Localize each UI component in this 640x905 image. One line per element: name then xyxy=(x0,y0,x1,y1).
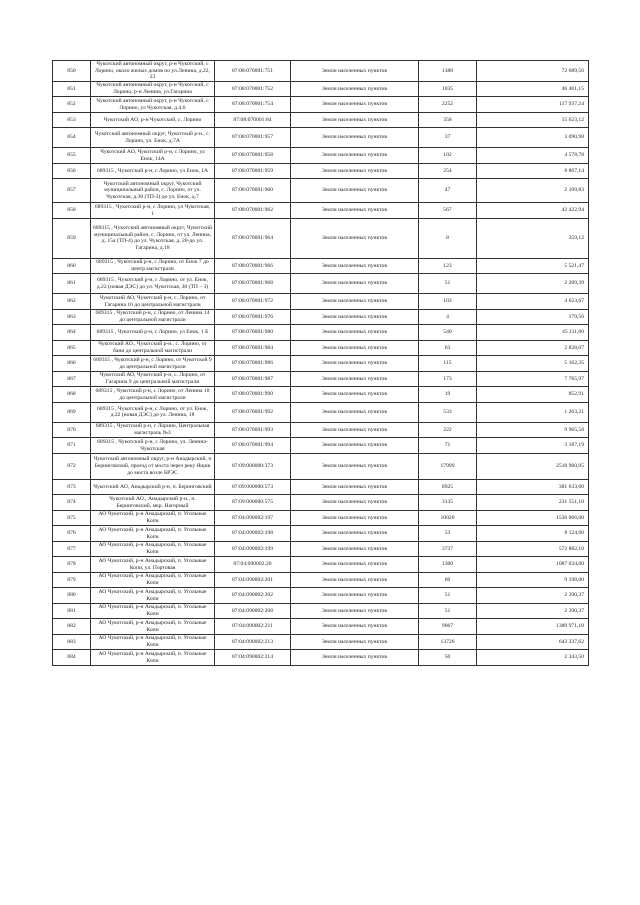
row-number: 881 xyxy=(53,603,91,619)
land-category: Земли населенных пунктов xyxy=(291,274,419,294)
plot-area: 173 xyxy=(419,371,477,387)
cadastral-number: 87:09:000000:373 xyxy=(215,453,291,479)
cadastral-value: 8 124,90 xyxy=(477,526,589,542)
plot-address: АО Чукотский, р-н Анадырский, п. Угольные Копи xyxy=(91,510,215,526)
row-number: 871 xyxy=(53,438,91,454)
plot-address: Чукотский автономный округ, р-н Чукотский, с Лорино, р-н Ленина, ул.Гагарина xyxy=(91,81,215,97)
plot-address: 689315 , Чукотский р-н, с Лорино, Центральная магистраль №3 xyxy=(91,422,215,438)
plot-address: Чукотский автономный округ, р-н Анадырский, п Беринговский, проезд от моста через реку Ящик до моста возле БРЭС xyxy=(91,453,215,479)
plot-area: 567 xyxy=(419,203,477,219)
plot-address: АО Чукотский, р-н Анадырский, п. Угольные Копи, ул. Портовая xyxy=(91,557,215,573)
cadastral-number: 87:08:070001:987 xyxy=(215,371,291,387)
cadastral-number: 87:04:090002:213 xyxy=(215,634,291,650)
cadastral-value: 2518 960,05 xyxy=(477,453,589,479)
plot-area: 1388 xyxy=(419,61,477,82)
cadastral-number: 87:09:000000:573 xyxy=(215,479,291,495)
cadastral-value: 9 198,00 xyxy=(477,572,589,588)
plot-address: Чукотский автономный округ, Чукотский муниципальный район, с. Лорино, от ул. Чукотская, д.30 (ТП-3) до ул. Енок, д.7 xyxy=(91,179,215,203)
plot-area: 115 xyxy=(419,356,477,372)
row-number: 866 xyxy=(53,356,91,372)
table-row xyxy=(53,371,589,387)
plot-address: Чукотский АО, Чукотский р-н, с Лорино, ул Енок, 14А xyxy=(91,148,215,164)
table-row xyxy=(53,453,589,479)
table-row xyxy=(53,203,589,219)
table-row xyxy=(53,258,589,274)
cadastral-number: 87:09:000000:575 xyxy=(215,495,291,511)
row-number: 870 xyxy=(53,422,91,438)
cadastral-value: 3 187,19 xyxy=(477,438,589,454)
cadastral-number: 87:04:090002:208 xyxy=(215,603,291,619)
table-row xyxy=(53,325,589,341)
plot-area: 8925 xyxy=(419,479,477,495)
cadastral-value: 7 765,97 xyxy=(477,371,589,387)
plot-area: 533 xyxy=(419,402,477,422)
cadastral-number: 87:08:070001:980 xyxy=(215,325,291,341)
cadastral-number: 87:08:070001:752 xyxy=(215,81,291,97)
land-category: Земли населенных пунктов xyxy=(291,371,419,387)
row-number: 880 xyxy=(53,588,91,604)
cadastral-number: 87:04:090002:198 xyxy=(215,526,291,542)
table-row xyxy=(53,541,589,557)
plot-area: 123 xyxy=(419,258,477,274)
cadastral-value: 2 289,39 xyxy=(477,274,589,294)
plot-address: Чукотский автономный округ, р-н Чукотский, с Лорино, ул Чукотская, д.4,6 xyxy=(91,97,215,113)
land-category: Земли населенных пунктов xyxy=(291,422,419,438)
plot-area: 9067 xyxy=(419,619,477,635)
plot-area: 47 xyxy=(419,179,477,203)
row-number: 860 xyxy=(53,258,91,274)
cadastral-value: 179,56 xyxy=(477,309,589,325)
row-number: 864 xyxy=(53,325,91,341)
land-category: Земли населенных пунктов xyxy=(291,603,419,619)
cadastral-number: 87:04:090002:214 xyxy=(215,650,291,666)
plot-area: 8 xyxy=(419,218,477,258)
cadastral-value: 8 867,14 xyxy=(477,163,589,179)
land-category: Земли населенных пунктов xyxy=(291,128,419,148)
land-category: Земли населенных пунктов xyxy=(291,340,419,356)
plot-area: 3135 xyxy=(419,495,477,511)
plot-area: 103 xyxy=(419,294,477,310)
land-category: Земли населенных пунктов xyxy=(291,356,419,372)
cadastral-value: 359,12 xyxy=(477,218,589,258)
row-number: 857 xyxy=(53,179,91,203)
row-number: 882 xyxy=(53,619,91,635)
cadastral-value: 72 689,56 xyxy=(477,61,589,82)
row-number: 861 xyxy=(53,274,91,294)
cadastral-number: 87:04:090002:201 xyxy=(215,572,291,588)
row-number: 872 xyxy=(53,453,91,479)
cadastral-number: 87:08:070001:994 xyxy=(215,438,291,454)
cadastral-number: 87:08:070001:976 xyxy=(215,309,291,325)
table-row xyxy=(53,650,589,666)
cadastral-number: 87:04:090002:202 xyxy=(215,588,291,604)
row-number: 874 xyxy=(53,495,91,511)
plot-area: 10020 xyxy=(419,510,477,526)
land-category: Земли населенных пунктов xyxy=(291,510,419,526)
plot-address: Чукотский АО, р-н Чукотский, с. Лорино xyxy=(91,112,215,128)
row-number: 854 xyxy=(53,128,91,148)
table-row xyxy=(53,179,589,203)
plot-address: АО Чукотский, р-н Анадырский, п. Угольные Копи xyxy=(91,588,215,604)
cadastral-value: 4 578,78 xyxy=(477,148,589,164)
cadastral-number: 87:08:070001:958 xyxy=(215,148,291,164)
land-category: Земли населенных пунктов xyxy=(291,97,419,113)
plot-address: 689315 , Чукотский р-н, с Лорино, от Енок 7 до центр магистрали xyxy=(91,258,215,274)
table-row xyxy=(53,218,589,258)
land-category: Земли населенных пунктов xyxy=(291,309,419,325)
plot-address: 689315 , Чукотский р-н, с Лорино, ул Енок, 1 Б xyxy=(91,325,215,341)
cadastral-value: 852,91 xyxy=(477,387,589,403)
cadastral-value: 2 390,37 xyxy=(477,603,589,619)
table-row xyxy=(53,557,589,573)
cadastral-value: 117 937,24 xyxy=(477,97,589,113)
row-number: 878 xyxy=(53,557,91,573)
row-number: 884 xyxy=(53,650,91,666)
row-number: 873 xyxy=(53,479,91,495)
land-category: Земли населенных пунктов xyxy=(291,588,419,604)
plot-address: 689315 , Чукотский р-н, с Лорино, ул Енок, 1А xyxy=(91,163,215,179)
plot-area: 358 xyxy=(419,112,477,128)
plot-address: Чукотский АО., Чукотский р-н., с. Лорино, от бани до центральной магистрали xyxy=(91,340,215,356)
cadastral-value: 5 521,47 xyxy=(477,258,589,274)
cadastral-number: 87:04:090002:199 xyxy=(215,541,291,557)
cadastral-number: 87:08:070001:751 xyxy=(215,61,291,82)
cadastral-value: 5 162,35 xyxy=(477,356,589,372)
plot-area: 1035 xyxy=(419,81,477,97)
cadastral-number: 87:08:070001:84 xyxy=(215,112,291,128)
table-row xyxy=(53,112,589,128)
plot-address: 689315 , Чукотский р-н, с Лорино, от ул. Енок, д.22 (новая ДЭС) до ул. Чукотская, 30 (ТП – 3) xyxy=(91,274,215,294)
land-category: Земли населенных пунктов xyxy=(291,572,419,588)
table-row xyxy=(53,274,589,294)
plot-address: АО Чукотский, р-н Анадырский, п. Угольные Копи xyxy=(91,603,215,619)
table-row xyxy=(53,438,589,454)
plot-area: 17999 xyxy=(419,453,477,479)
row-number: 868 xyxy=(53,387,91,403)
row-number: 869 xyxy=(53,402,91,422)
plot-address: Чукотский автономный округ, Чукотский р-н., с. Лорино, ул. Енок, д.7А xyxy=(91,128,215,148)
plot-address: АО Чукотский, р-н Анадырский, п. Угольные Копи xyxy=(91,572,215,588)
row-number: 855 xyxy=(53,148,91,164)
plot-area: 254 xyxy=(419,163,477,179)
cadastral-number: 87:08:070001:968 xyxy=(215,274,291,294)
row-number: 859 xyxy=(53,218,91,258)
table-row xyxy=(53,402,589,422)
table-row xyxy=(53,479,589,495)
table-row xyxy=(53,634,589,650)
land-category: Земли населенных пунктов xyxy=(291,163,419,179)
plot-address: АО Чукотский, р-н Анадырский, п. Угольные Копи xyxy=(91,526,215,542)
land-category: Земли населенных пунктов xyxy=(291,650,419,666)
cadastral-value: 2 109,83 xyxy=(477,179,589,203)
table-row xyxy=(53,81,589,97)
table-row xyxy=(53,128,589,148)
cadastral-number: 87:08:070001:984 xyxy=(215,340,291,356)
plot-area: 3737 xyxy=(419,541,477,557)
table-row xyxy=(53,340,589,356)
land-category: Земли населенных пунктов xyxy=(291,438,419,454)
row-number: 856 xyxy=(53,163,91,179)
row-number: 852 xyxy=(53,97,91,113)
cadastral-number: 87:08:070001:990 xyxy=(215,387,291,403)
cadastral-value: 1 263,21 xyxy=(477,402,589,422)
cadastral-value: 2 343,50 xyxy=(477,650,589,666)
plot-address: 689315 , Чукотский р-н, с Лорино, ул Чукотская, 1 xyxy=(91,203,215,219)
cadastral-value: 15 623,12 xyxy=(477,112,589,128)
cadastral-number: 87:08:070001:960 xyxy=(215,179,291,203)
row-number: 883 xyxy=(53,634,91,650)
cadastral-value: 2 828,07 xyxy=(477,340,589,356)
cadastral-value: 1389 971,10 xyxy=(477,619,589,635)
cadastral-number: 87:08:070001:993 xyxy=(215,422,291,438)
table-row xyxy=(53,510,589,526)
plot-area: 2252 xyxy=(419,97,477,113)
plot-area: 1300 xyxy=(419,557,477,573)
land-category: Земли населенных пунктов xyxy=(291,453,419,479)
plot-area: 540 xyxy=(419,325,477,341)
land-category: Земли населенных пунктов xyxy=(291,479,419,495)
plot-area: 102 xyxy=(419,148,477,164)
plot-area: 51 xyxy=(419,588,477,604)
land-category: Земли населенных пунктов xyxy=(291,619,419,635)
plot-area: 222 xyxy=(419,422,477,438)
cadastral-number: 87:08:070001:966 xyxy=(215,258,291,274)
land-category: Земли населенных пунктов xyxy=(291,634,419,650)
cadastral-number: 87:08:070001:754 xyxy=(215,97,291,113)
land-category: Земли населенных пунктов xyxy=(291,294,419,310)
cadastral-number: 87:04:090002:20 xyxy=(215,557,291,573)
land-category: Земли населенных пунктов xyxy=(291,218,419,258)
plot-address: АО Чукотский, р-н Анадырский, п. Угольные Копи xyxy=(91,619,215,635)
row-number: 865 xyxy=(53,340,91,356)
table-row xyxy=(53,526,589,542)
cadastral-value: 3 090,98 xyxy=(477,128,589,148)
cadastral-number: 87:08:070001:972 xyxy=(215,294,291,310)
cadastral-value: 572 882,10 xyxy=(477,541,589,557)
land-category: Земли населенных пунктов xyxy=(291,541,419,557)
plot-address: Чукотский АО, Чукотский р-н, с. Лорино, от Гагарина 9 до центральной магистрали xyxy=(91,371,215,387)
plot-address: 689315 , Чукотский автономный округ, Чукотский муниципальный район, с. Лорино, от ул. Ленина, д. 15а (ТП-4) до ул. Чукотская, д. 20-до ул. Гагарина, д.18 xyxy=(91,218,215,258)
row-number: 862 xyxy=(53,294,91,310)
table-row xyxy=(53,572,589,588)
cadastral-value: 45 111,60 xyxy=(477,325,589,341)
cadastral-number: 87:08:070001:986 xyxy=(215,356,291,372)
row-number: 877 xyxy=(53,541,91,557)
plot-address: 689315 , Чукотский р-н, с Лорино, от Ленина 18 до центральной магистрали xyxy=(91,387,215,403)
cadastral-value: 643 337,62 xyxy=(477,634,589,650)
table-row xyxy=(53,603,589,619)
cadastral-value: 42 422,94 xyxy=(477,203,589,219)
table-row xyxy=(53,356,589,372)
row-number: 851 xyxy=(53,81,91,97)
cadastral-number: 87:04:090002:211 xyxy=(215,619,291,635)
plot-area: 51 xyxy=(419,603,477,619)
plot-area: 60 xyxy=(419,572,477,588)
table-row xyxy=(53,588,589,604)
cadastral-number: 87:08:070001:964 xyxy=(215,218,291,258)
table-row xyxy=(53,148,589,164)
table-row xyxy=(53,495,589,511)
plot-address: Чукотский автономный округ, р-н Чукотский, с Лорино, около жилых домов по ул.Ленина, д.22, 23 xyxy=(91,61,215,82)
row-number: 853 xyxy=(53,112,91,128)
plot-area: 53 xyxy=(419,526,477,542)
plot-area: 37 xyxy=(419,128,477,148)
land-category: Земли населенных пунктов xyxy=(291,387,419,403)
cadastral-number: 87:08:070001:962 xyxy=(215,203,291,219)
cadastral-value: 231 551,10 xyxy=(477,495,589,511)
row-number: 850 xyxy=(53,61,91,82)
plot-area: 50 xyxy=(419,650,477,666)
land-category: Земли населенных пунктов xyxy=(291,402,419,422)
plot-area: 13726 xyxy=(419,634,477,650)
plot-address: АО Чукотский, р-н Анадырский, п. Угольные Копи xyxy=(91,634,215,650)
row-number: 879 xyxy=(53,572,91,588)
table-row xyxy=(53,61,589,82)
land-category: Земли населенных пунктов xyxy=(291,258,419,274)
land-category: Земли населенных пунктов xyxy=(291,325,419,341)
table-row xyxy=(53,163,589,179)
cadastral-value: 46 461,15 xyxy=(477,81,589,97)
land-category: Земли населенных пунктов xyxy=(291,148,419,164)
table-body xyxy=(53,61,589,666)
cadastral-value: 2 390,37 xyxy=(477,588,589,604)
plot-area: 19 xyxy=(419,387,477,403)
plot-address: АО Чукотский, р-н Анадырский, п. Угольные Копи xyxy=(91,650,215,666)
document-page xyxy=(52,60,588,666)
land-category: Земли населенных пунктов xyxy=(291,112,419,128)
plot-area: 4 xyxy=(419,309,477,325)
plot-address: Чукотский АО., Анадырский р-н., п. Беринговский, мкр. Нагорный xyxy=(91,495,215,511)
row-number: 876 xyxy=(53,526,91,542)
plot-address: 689315 , Чукотский р-н, с Лорино, от ул. Енок, д.22 (новая ДЭС) до ул. Ленина, 18 xyxy=(91,402,215,422)
land-category: Земли населенных пунктов xyxy=(291,203,419,219)
plot-address: АО Чукотский, р-н Анадырский, п. Угольные Копи xyxy=(91,541,215,557)
cadastral-number: 87:08:070001:959 xyxy=(215,163,291,179)
plot-area: 63 xyxy=(419,340,477,356)
plot-address: 689315 , Чукотский р-н, с Лорино, ул. Ленина-Чукотская xyxy=(91,438,215,454)
cadastral-value: 9 965,58 xyxy=(477,422,589,438)
table-row xyxy=(53,387,589,403)
plot-area: 71 xyxy=(419,438,477,454)
plot-address: 689315 , Чукотский р-н, с Лорино, от Чукотской 9 до центральной магистрали xyxy=(91,356,215,372)
row-number: 858 xyxy=(53,203,91,219)
plot-area: 51 xyxy=(419,274,477,294)
land-category: Земли населенных пунктов xyxy=(291,81,419,97)
cadastral-value: 381 633,00 xyxy=(477,479,589,495)
row-number: 863 xyxy=(53,309,91,325)
land-category: Земли населенных пунктов xyxy=(291,526,419,542)
land-category: Земли населенных пунктов xyxy=(291,61,419,82)
cadastral-number: 87:08:070001:992 xyxy=(215,402,291,422)
table-row xyxy=(53,294,589,310)
cadastral-number: 87:08:070001:957 xyxy=(215,128,291,148)
row-number: 867 xyxy=(53,371,91,387)
table-row xyxy=(53,309,589,325)
plot-address: Чукотский АО, Чукотский р-н, с. Лорино, от Гагарина 16 до центральной магистрали xyxy=(91,294,215,310)
land-category: Земли населенных пунктов xyxy=(291,557,419,573)
table-row xyxy=(53,97,589,113)
plot-address: 689315 , Чукотский р-н, с Лорино, от Ленина 14 до центральной магистрали xyxy=(91,309,215,325)
land-category: Земли населенных пунктов xyxy=(291,495,419,511)
land-plots-table xyxy=(52,60,589,666)
cadastral-value: 4 623,67 xyxy=(477,294,589,310)
table-row xyxy=(53,422,589,438)
plot-address: Чукотский АО, Анадырский р-н, п. Беринговский xyxy=(91,479,215,495)
land-category: Земли населенных пунктов xyxy=(291,179,419,203)
row-number: 875 xyxy=(53,510,91,526)
cadastral-value: 1536 066,00 xyxy=(477,510,589,526)
table-row xyxy=(53,619,589,635)
cadastral-number: 87:04:090002:197 xyxy=(215,510,291,526)
cadastral-value: 1087 034,00 xyxy=(477,557,589,573)
